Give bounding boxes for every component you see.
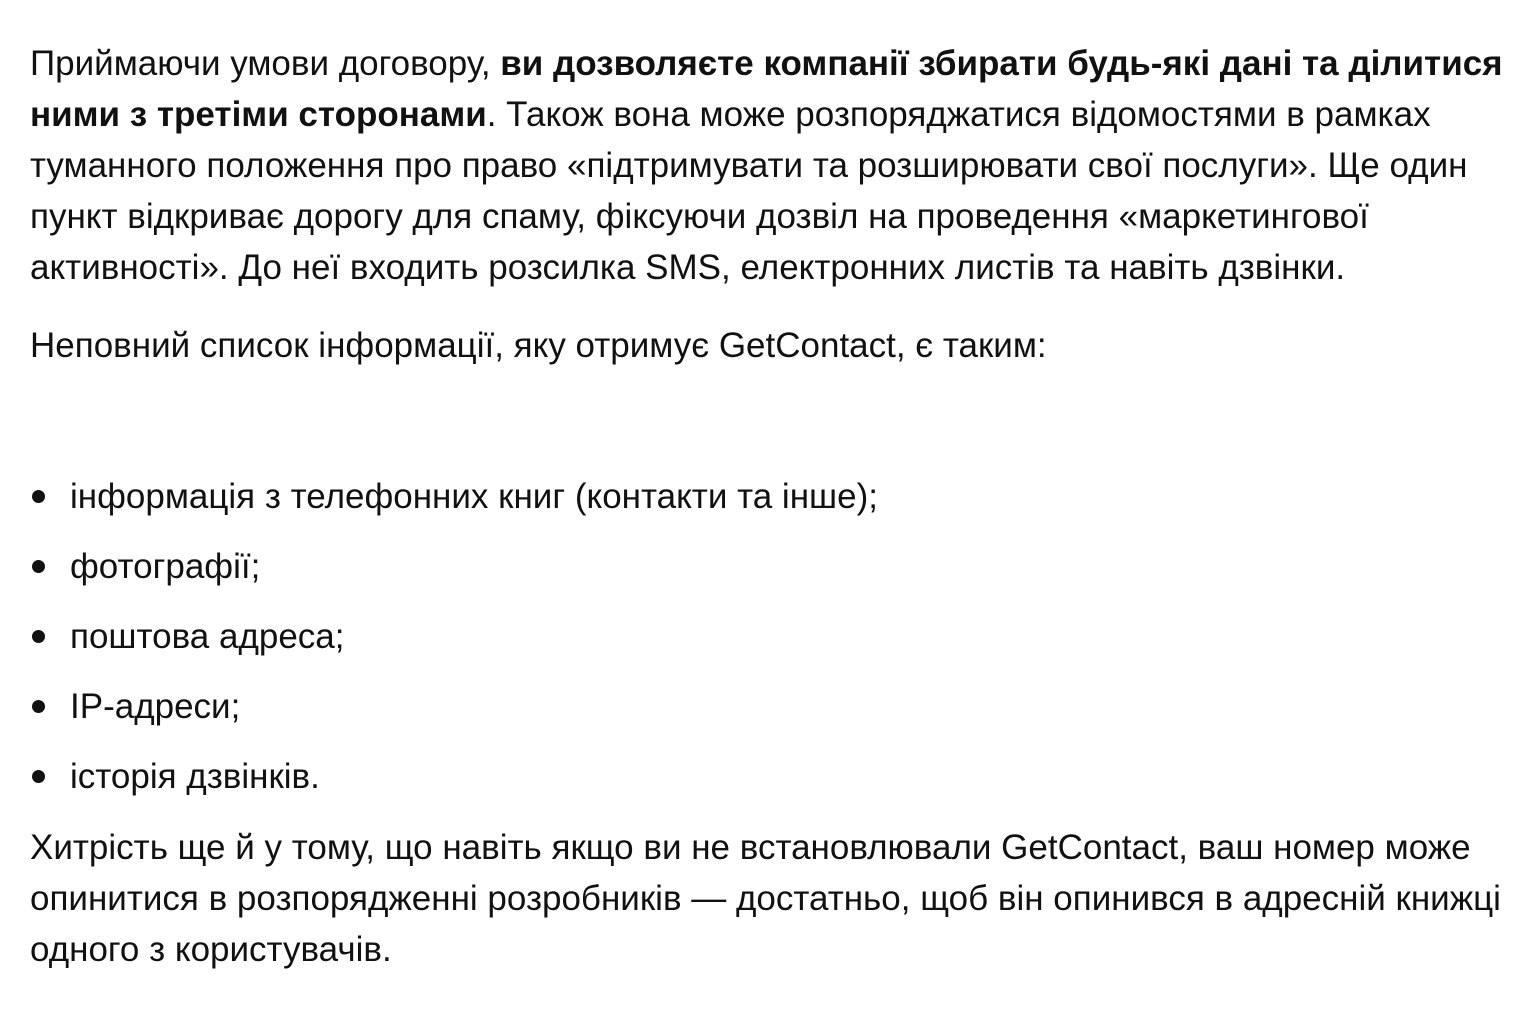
list-item	[30, 611, 878, 681]
paragraph-trick: Хитрість ще й у тому, що навіть якщо ви не встановлювали GetContact, ваш номер може опинитися в розпорядженні розробників — достатньо, щоб він опинився в адресній книжці одного з користувачів.	[30, 828, 1501, 969]
bullet-icon	[32, 490, 45, 503]
paragraph-terms-rest: . Також вона може розпоряджатися відомостями в рамках туманного положення про право «підтримувати та розширювати свої послуги». Ще один пункт відкриває дорогу для спаму, фіксуючи дозвіл на проведення «маркетингової активності». До неї входить розсилка SMS, електронних листів та навіть дзвінки.	[30, 95, 1468, 287]
paragraph-terms-intro: Приймаючи умови договору,	[30, 44, 501, 83]
list-item	[30, 751, 878, 821]
paragraph-list-intro: Неповний список інформації, яку отримує GetContact, є таким:	[30, 326, 1047, 365]
list-item	[30, 471, 878, 541]
bullet-icon	[32, 700, 45, 713]
list-item-text: фотографії;	[70, 547, 261, 586]
collected-info-list	[30, 471, 878, 821]
paragraph-terms	[30, 38, 1506, 293]
bullet-icon	[32, 770, 45, 783]
list-item-text: історія дзвінків.	[70, 757, 320, 796]
bullet-icon	[32, 560, 45, 573]
paragraph-terms-bold: ви дозволяєте компанії збирати будь-які дані та ділитися ними з третіми сторонами	[30, 44, 1503, 134]
list-item	[30, 541, 878, 611]
bullet-icon	[32, 630, 45, 643]
article-body	[30, 38, 1506, 969]
list-item-text: IP-адреси;	[70, 687, 241, 726]
list-item	[30, 681, 878, 751]
list-item-text: поштова адреса;	[70, 617, 345, 656]
list-item-text: інформація з телефонних книг (контакти та інше);	[70, 477, 878, 516]
